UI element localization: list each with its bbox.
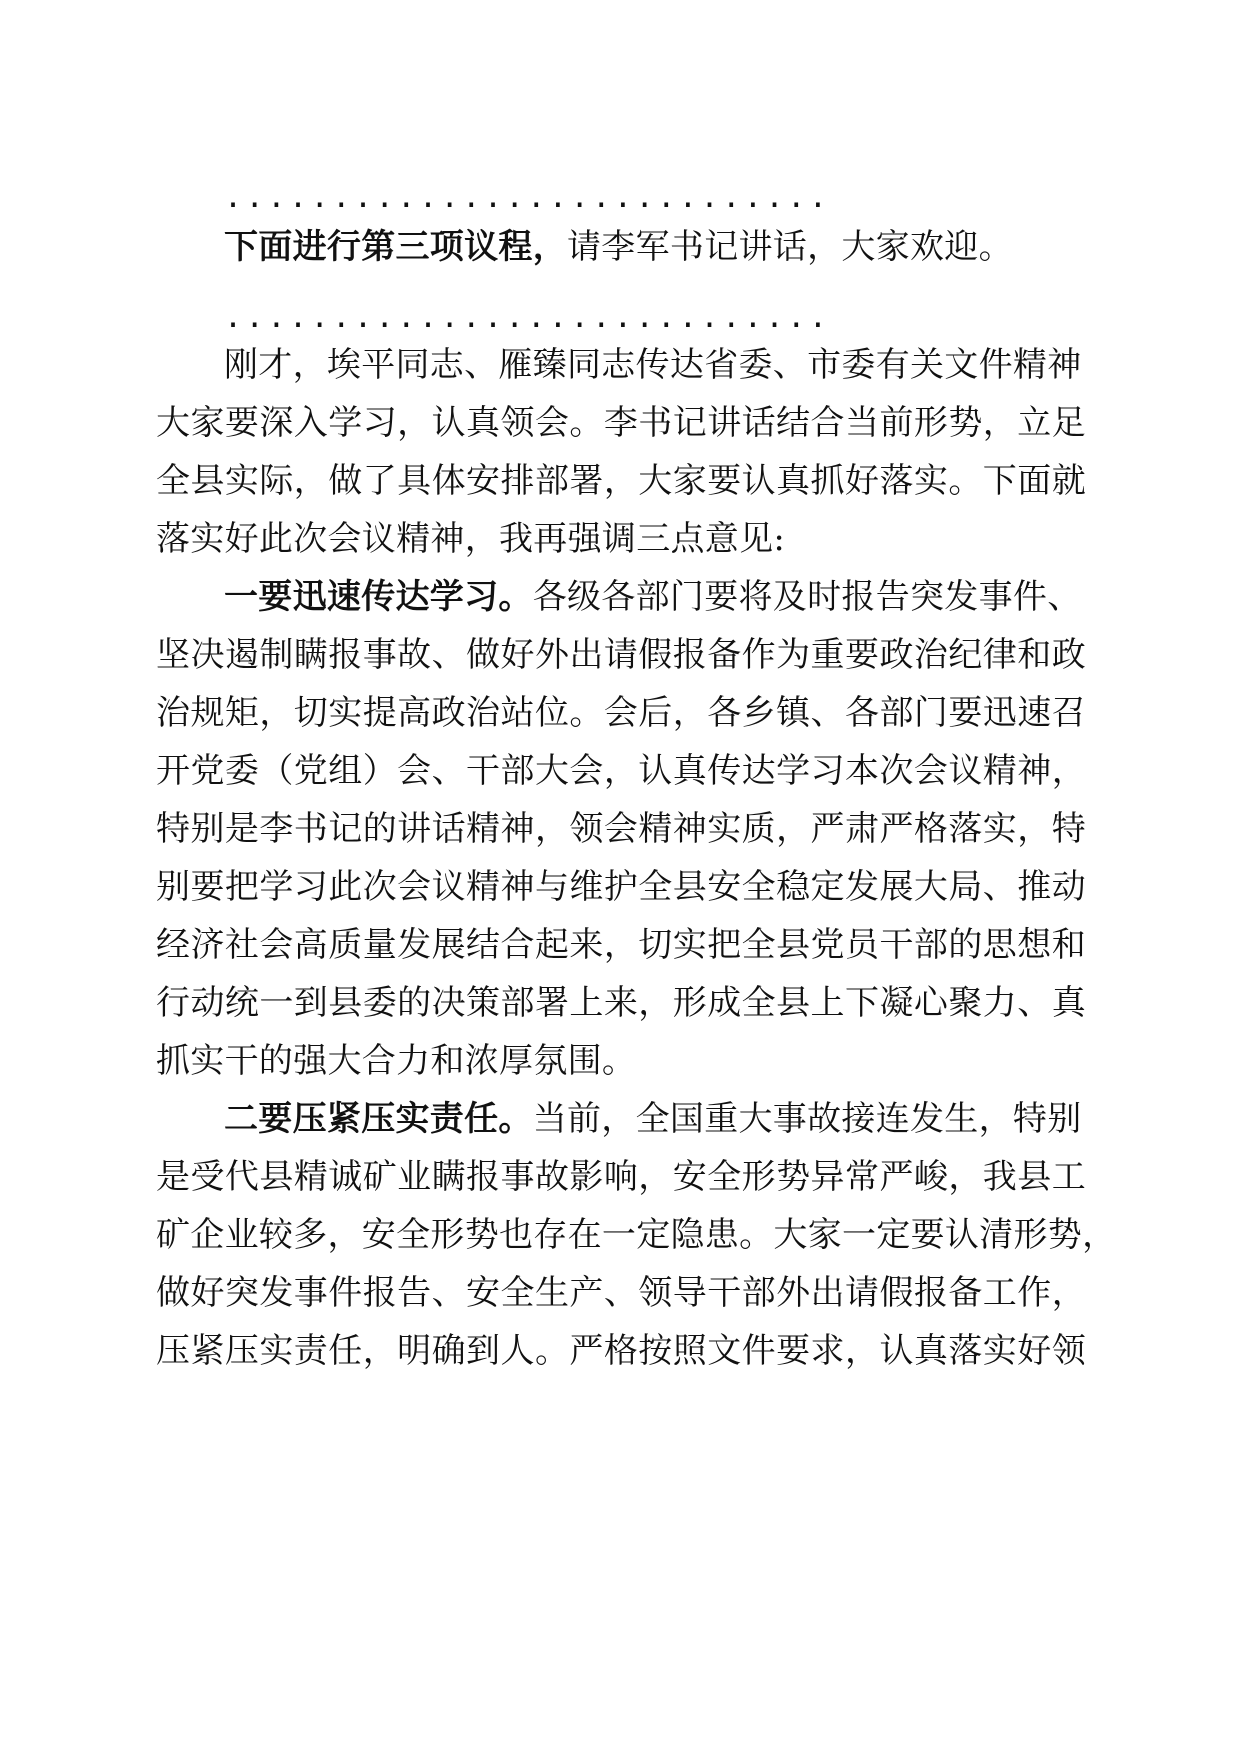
ellipsis-separator: ............................ [224,300,831,335]
paragraph-line: 刚才，埃平同志、雁臻同志传达省委、市委有关文件精神 [224,345,1082,385]
paragraph-line: 抓实干的强大合力和浓厚氛围。 [156,1041,637,1081]
paragraph-line: 压紧压实责任，明确到人。严格按照文件要求，认真落实好领 [156,1331,1086,1371]
paragraph-line: 经济社会高质量发展结合起来，切实把全县党员干部的思想和 [156,925,1086,965]
agenda-text: 请李军书记讲话，大家欢迎。 [567,227,1013,267]
paragraph-text: 各级各部门要将及时报告突发事件、 [532,577,1082,617]
paragraph-line: 是受代县精诚矿业瞒报事故影响，安全形势异常严峻，我县工 [156,1157,1086,1197]
paragraph-line: 特别是李书记的讲话精神，领会精神实质，严肃严格落实，特 [156,809,1086,849]
section-heading: 一要迅速传达学习。 [224,577,533,617]
paragraph-line: 做好突发事件报告、安全生产、领导干部外出请假报备工作， [156,1273,1086,1313]
section-heading-line [224,574,1086,620]
paragraph-line: 坚决遏制瞒报事故、做好外出请假报备作为重要政治纪律和政 [156,635,1086,675]
paragraph-text: 当前，全国重大事故接连发生，特别 [532,1099,1082,1139]
paragraph-line: 大家要深入学习，认真领会。李书记讲话结合当前形势，立足 [156,403,1086,443]
paragraph-line: 全县实际，做了具体安排部署，大家要认真抓好落实。下面就 [156,461,1086,501]
paragraph-line: 落实好此次会议精神，我再强调三点意见: [156,519,786,559]
paragraph-line: 别要把学习此次会议精神与维护全县安全稳定发展大局、推动 [156,867,1086,907]
paragraph-line: 行动统一到县委的决策部署上来，形成全县上下凝心聚力、真 [156,983,1086,1023]
agenda-line [224,224,1154,270]
section-heading: 二要压紧压实责任。 [224,1099,533,1139]
agenda-bold-text: 下面进行第三项议程， [224,227,567,267]
section-heading-line [224,1096,1086,1142]
paragraph-line: 治规矩，切实提高政治站位。会后，各乡镇、各部门要迅速召 [156,693,1086,733]
paragraph-line: 矿企业较多，安全形势也存在一定隐患。大家一定要认清形势， [156,1215,1117,1255]
ellipsis-separator: ............................ [224,180,831,215]
paragraph-line: 开党委（党组）会、干部大会，认真传达学习本次会议精神， [156,751,1086,791]
